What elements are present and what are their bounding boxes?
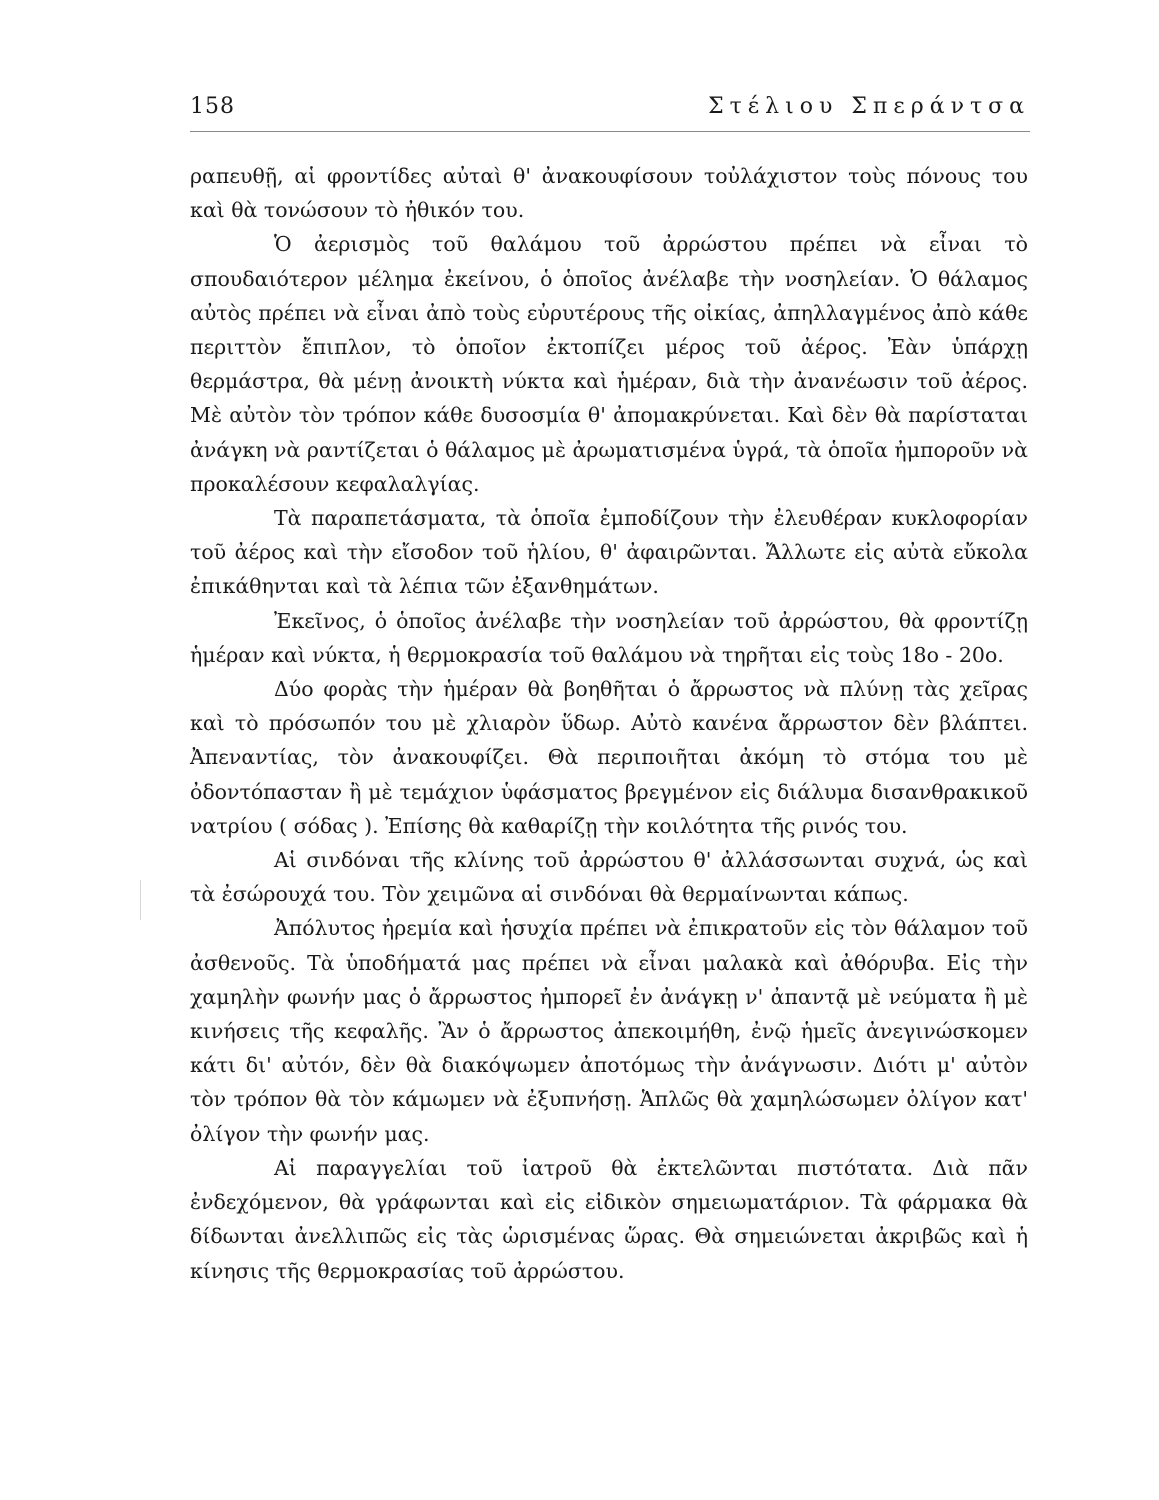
- paragraph-continuation: ραπευθῇ, αἱ φροντίδες αὐταὶ θ' ἀνακουφίσουν τοὐλάχιστον τοὺς πόνους του καὶ θὰ τονώσουν τὸ ἠθικόν του.: [190, 164, 1028, 223]
- paragraph-sheets: Αἱ σινδόναι τῆς κλίνης τοῦ ἀρρώστου θ' ἀλλάσσωνται συχνά, ὡς καὶ τὰ ἐσώρουχά του. Τὸν χειμῶνα αἱ σινδόναι θὰ θερμαίνωνται κάπως.: [190, 848, 1028, 907]
- paragraph-temperature: Ἐκεῖνος, ὁ ὁποῖος ἀνέλαβε τὴν νοσηλείαν τοῦ ἀρρώστου, θὰ φροντίζῃ ἡμέραν καὶ νύκτα, ἡ θερμοκρασία τοῦ θαλάμου νὰ τηρῆται εἰς τοὺς 18ο - 20ο.: [190, 608, 1028, 667]
- paragraph-washing: Δύο φορὰς τὴν ἡμέραν θὰ βοηθῆται ὁ ἄρρωστος νὰ πλύνῃ τὰς χεῖρας καὶ τὸ πρόσωπόν του μὲ χλιαρὸν ὕδωρ. Αὐτὸ κανένα ἄρρωστον δὲν βλάπτει. Ἀπεναντίας, τὸν ἀνακουφίζει. Θὰ περιποιῆται ἀκόμη τὸ στόμα του μὲ ὀδοντόπασταν ἢ μὲ τεμάχιον ὑφάσματος βρεγμένον εἰς διάλυμα δισανθρακικοῦ νατρίου ( σόδας ). Ἐπίσης θὰ καθαρίζῃ τὴν κοιλότητα τῆς ρινός του.: [190, 677, 1028, 838]
- running-title: Στέλιου Σπεράντσα: [708, 94, 1030, 119]
- paragraph-ventilation: Ὁ ἀερισμὸς τοῦ θαλάμου τοῦ ἀρρώστου πρέπει νὰ εἶναι τὸ σπουδαιότερον μέλημα ἐκείνου, ὁ ὁποῖος ἀνέλαβε τὴν νοσηλείαν. Ὁ θάλαμος αὐτὸς πρέπει νὰ εἶναι ἀπὸ τοὺς εὐρυτέρους τῆς οἰκίας, ἀπηλλαγμένος ἀπὸ κάθε περιττὸν ἔπιπλον, τὸ ὁποῖον ἐκτοπίζει μέρος τοῦ ἀέρος. Ἐὰν ὑπάρχῃ θερμάστρα, θὰ μένῃ ἀνοικτὴ νύκτα καὶ ἡμέραν, διὰ τὴν ἀνανέωσιν τοῦ ἀέρος. Μὲ αὐτὸν τὸν τρόπον κάθε δυσοσμία θ' ἀπομακρύνεται. Καὶ δὲν θὰ παρίσταται ἀνάγκη νὰ ραντίζεται ὁ θάλαμος μὲ ἀρωματισμένα ὑγρά, τὰ ὁποῖα ἠμποροῦν νὰ προκαλέσουν κεφαλαλγίας.: [190, 232, 1028, 496]
- paragraph-curtains: Τὰ παραπετάσματα, τὰ ὁποῖα ἐμποδίζουν τὴν ἐλευθέραν κυκλοφορίαν τοῦ ἀέρος καὶ τὴν εἴσοδον τοῦ ἡλίου, θ' ἀφαιρῶνται. Ἄλλωτε εἰς αὐτὰ εὔκολα ἐπικάθηνται καὶ τὰ λέπια τῶν ἐξανθημάτων.: [190, 506, 1028, 599]
- body-text: [190, 159, 1028, 1288]
- running-head: [190, 90, 1030, 130]
- paragraph-quiet: Ἀπόλυτος ἠρεμία καὶ ἡσυχία πρέπει νὰ ἐπικρατοῦν εἰς τὸν θάλαμον τοῦ ἀσθενοῦς. Τὰ ὑποδήματά μας πρέπει νὰ εἶναι μαλακὰ καὶ ἀθόρυβα. Εἰς τὴν χαμηλὴν φωνήν μας ὁ ἄρρωστος ἠμπορεῖ ἐν ἀνάγκῃ ν' ἀπαντᾷ μὲ νεύματα ἢ μὲ κινήσεις τῆς κεφαλῆς. Ἂν ὁ ἄρρωστος ἀπεκοιμήθη, ἐνῷ ἡμεῖς ἀνεγινώσκομεν κάτι δι' αὐτόν, δὲν θὰ διακόψωμεν ἀποτόμως τὴν ἀνάγνωσιν. Διότι μ' αὐτὸν τὸν τρόπον θὰ τὸν κάμωμεν νὰ ἐξυπνήσῃ. Ἁπλῶς θὰ χαμηλώσωμεν ὀλίγον κατ' ὀλίγον τὴν φωνήν μας.: [190, 916, 1028, 1146]
- paragraph-doctor-orders: Αἱ παραγγελίαι τοῦ ἰατροῦ θὰ ἐκτελῶνται πιστότατα. Διὰ πᾶν ἐνδεχόμενον, θὰ γράφωνται καὶ εἰς εἰδικὸν σημειωματάριον. Τὰ φάρμακα θὰ δίδωνται ἀνελλιπῶς εἰς τὰς ὡρισμένας ὥρας. Θὰ σημειώνεται ἀκριβῶς καὶ ἡ κίνησις τῆς θερμοκρασίας τοῦ ἀρρώστου.: [190, 1155, 1028, 1283]
- header-rule: [190, 131, 1030, 132]
- page-number: 158: [190, 94, 235, 119]
- scan-artifact-line: [140, 880, 141, 920]
